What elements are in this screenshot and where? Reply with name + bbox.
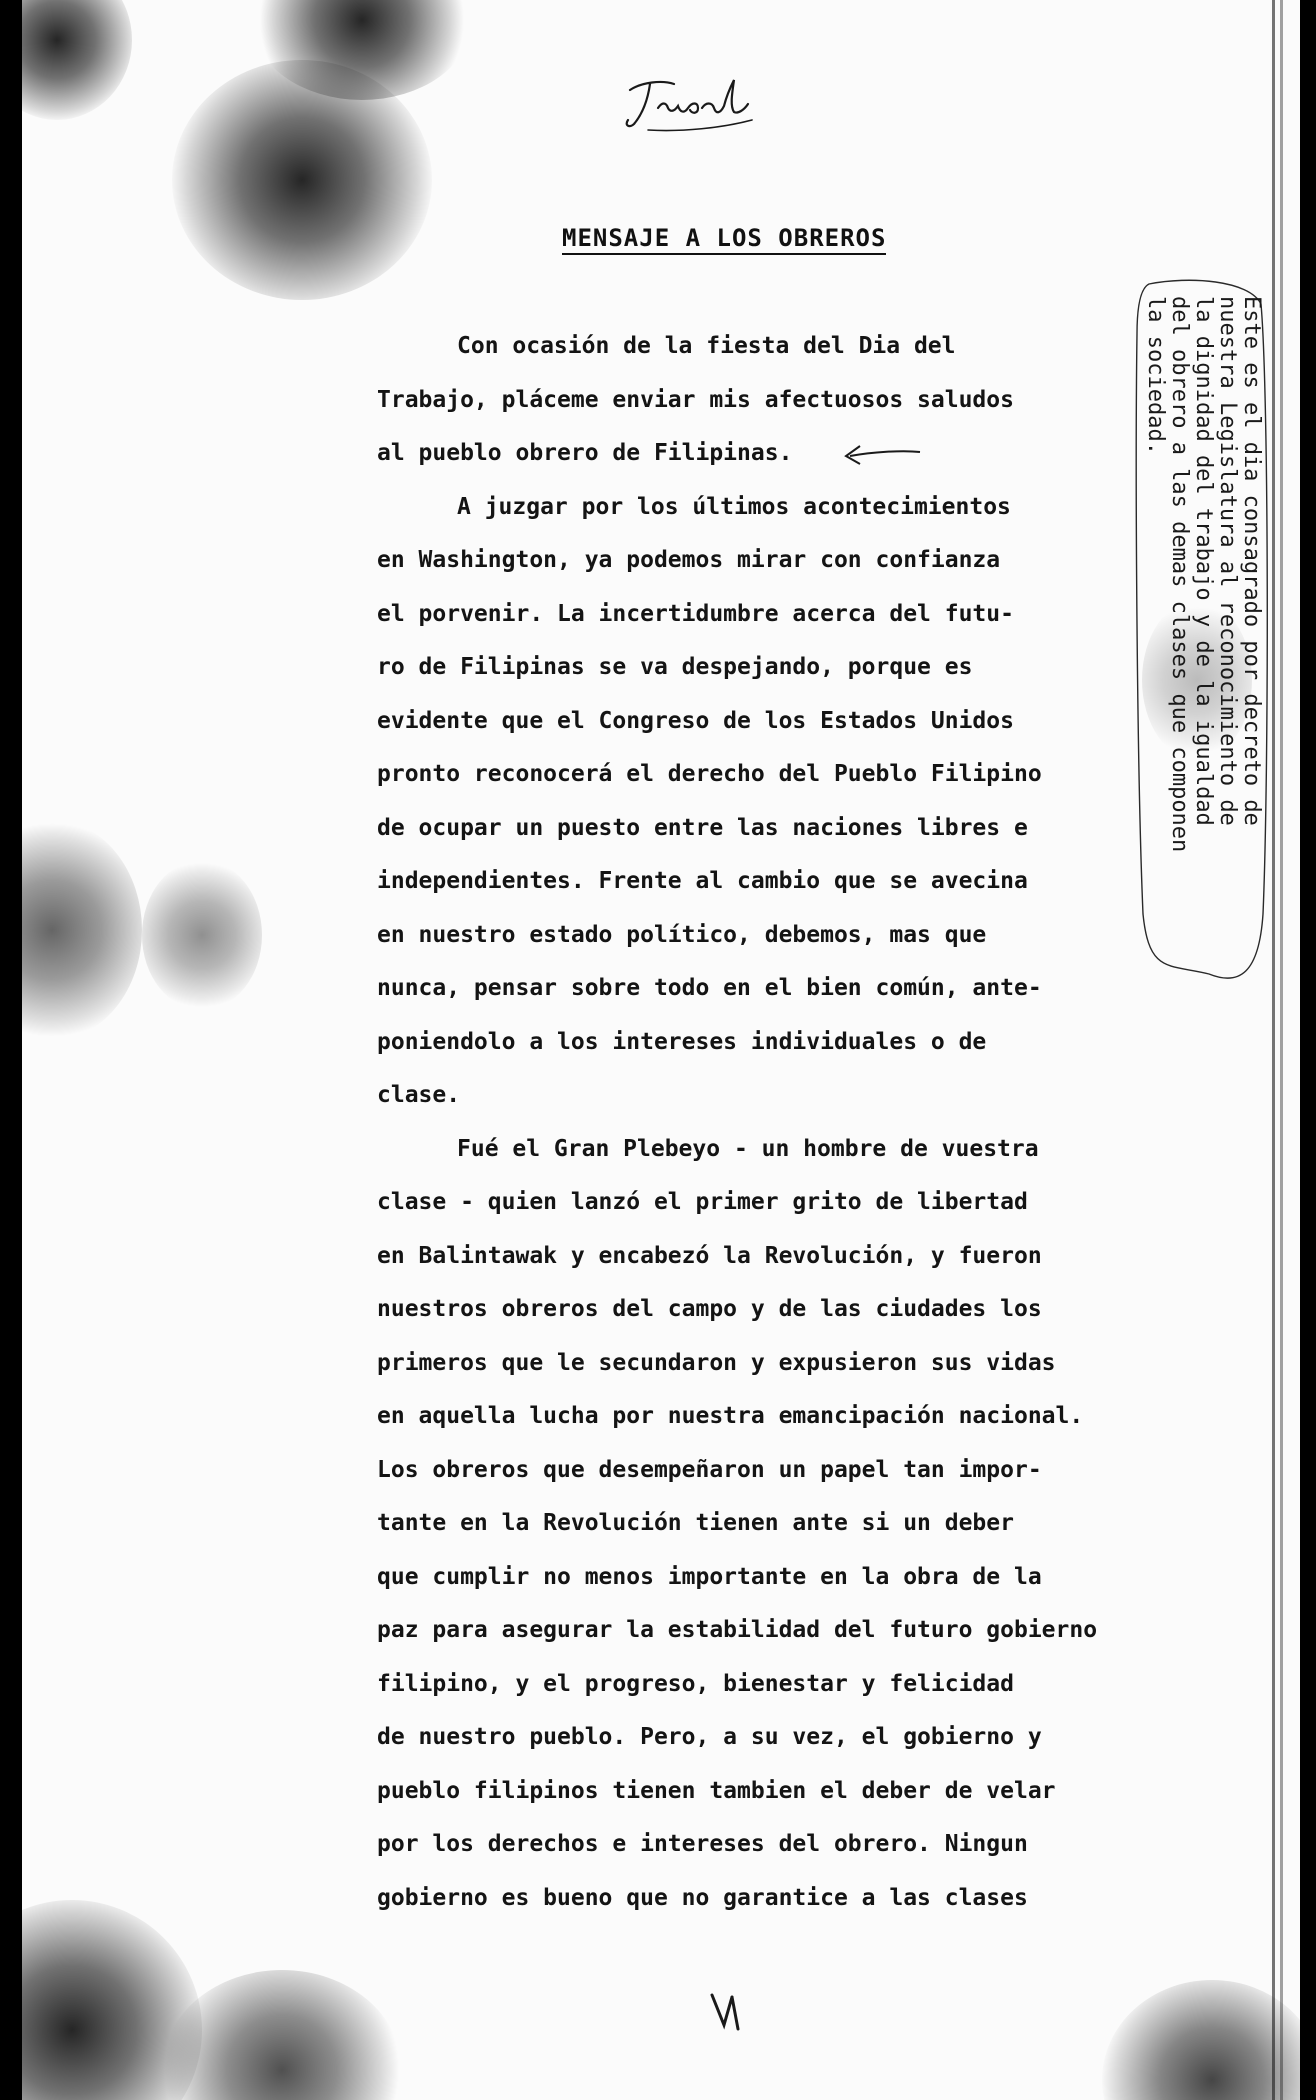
document-page — [22, 0, 1300, 2100]
text-line: clase. — [377, 1082, 461, 1108]
ink-smudge — [22, 820, 142, 1040]
text-line: en Washington, ya podemos mirar con confianza — [377, 547, 1001, 573]
text-line: nunca, pensar sobre todo en el bien común, ante- — [377, 975, 1042, 1001]
text-line: pueblo filipinos tienen tambien el deber de velar — [377, 1777, 1056, 1804]
text-line: el porvenir. La incertidumbre acerca del futu- — [377, 600, 1014, 627]
text-line: nuestros obreros del campo y de las ciudades los — [377, 1296, 1042, 1322]
text-line: clase - quien lanzó el primer grito de libertad — [377, 1189, 1028, 1215]
text-line: paz para asegurar la estabilidad del futuro gobierno — [377, 1617, 1098, 1643]
margin-note — [1139, 284, 1269, 984]
pen-mark-icon — [702, 1985, 762, 2035]
text-line: en aquella lucha por nuestra emancipación nacional. — [377, 1403, 1084, 1429]
arrow-left-icon — [842, 440, 922, 470]
page-edge-line — [1280, 0, 1283, 2100]
text-line: poniendolo a los intereses individuales o de — [377, 1028, 987, 1055]
text-line: en Balintawak y encabezó la Revolución, y fueron — [377, 1242, 1042, 1269]
text-line: pronto reconocerá el derecho del Pueblo Filipino — [377, 761, 1042, 787]
text-line: Trabajo, pláceme enviar mis afectuosos saludos — [377, 386, 1014, 413]
text-line: tante en la Revolución tienen ante si un deber — [377, 1510, 1014, 1536]
text-line: en nuestro estado político, debemos, mas que — [377, 921, 987, 948]
ink-smudge — [22, 0, 132, 120]
margin-note-line: la sociedad. — [1143, 296, 1168, 455]
text-line: de nuestro pueblo. Pero, a su vez, el gobierno y — [377, 1724, 1042, 1750]
scan-border — [1300, 0, 1316, 2100]
margin-note-line: la dignidad del trabajo y de la igualdad — [1191, 296, 1216, 826]
text-line: que cumplir no menos importante en la obra de la — [377, 1563, 1042, 1590]
handwritten-final-signature-icon — [612, 68, 762, 138]
margin-note-line: del obrero a las demas clases que componen — [1167, 296, 1192, 853]
ink-smudge — [142, 860, 262, 1010]
ink-smudge — [22, 1900, 202, 2100]
ink-smudge — [1102, 1980, 1300, 2100]
text-line: por los derechos e intereses del obrero. Ningun — [377, 1831, 1028, 1857]
text-line: A juzgar por los últimos acontecimientos — [457, 493, 1011, 520]
ink-smudge — [252, 0, 472, 100]
margin-note-line: Este es el dia consagrado por decreto de — [1239, 296, 1264, 826]
text-line: Con ocasión de la fiesta del Dia del — [457, 333, 956, 359]
text-line: al pueblo obrero de Filipinas. — [377, 440, 793, 466]
text-line: filipino, y el progreso, bienestar y felicidad — [377, 1670, 1014, 1697]
document-body — [377, 320, 1207, 1925]
text-line: Fué el Gran Plebeyo - un hombre de vuestra — [457, 1135, 1039, 1162]
text-line: gobierno es bueno que no garantice a las clases — [377, 1884, 1028, 1911]
ink-smudge — [162, 1970, 402, 2100]
text-line: evidente que el Congreso de los Estados Unidos — [377, 707, 1014, 734]
document-title: MENSAJE A LOS OBREROS — [562, 224, 887, 252]
text-line: independientes. Frente al cambio que se avecina — [377, 868, 1028, 894]
text-line: primeros que le secundaron y expusieron sus vidas — [377, 1349, 1056, 1376]
margin-note-text — [1143, 296, 1263, 986]
text-line: Los obreros que desempeñaron un papel tan impor- — [377, 1456, 1042, 1483]
margin-note-line: nuestra Legislatura al reconocimiento de — [1215, 296, 1240, 826]
text-line: de ocupar un puesto entre las naciones libres e — [377, 814, 1028, 841]
ink-smudge — [172, 60, 432, 300]
text-line: ro de Filipinas se va despejando, porque es — [377, 654, 973, 680]
